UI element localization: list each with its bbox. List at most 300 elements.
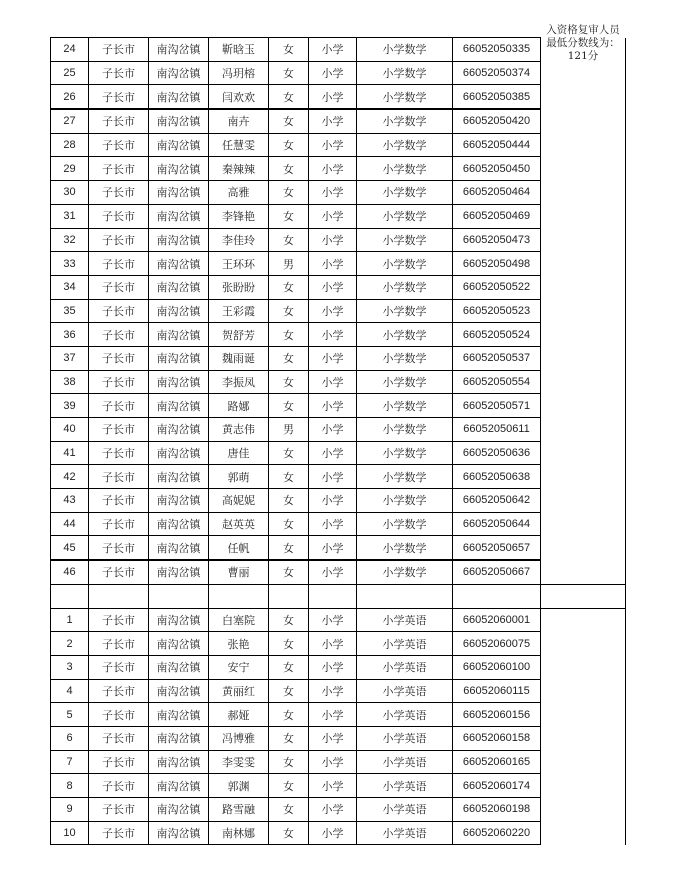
level-cell: 小学 xyxy=(309,418,357,442)
gender-cell: 女 xyxy=(269,275,309,299)
note-cell xyxy=(541,23,626,585)
level-cell: 小学 xyxy=(309,774,357,798)
subject-cell: 小学数学 xyxy=(357,370,453,394)
table-row xyxy=(51,798,626,822)
exam-id-cell: 66052050450 xyxy=(453,157,541,181)
name-cell: 路雪融 xyxy=(209,798,269,822)
town-cell: 南沟岔镇 xyxy=(149,157,209,181)
subject-cell: 小学数学 xyxy=(357,228,453,252)
gender-cell: 女 xyxy=(269,204,309,228)
note-line-3: 121分 xyxy=(567,49,599,62)
exam-id-cell: 66052050469 xyxy=(453,204,541,228)
gender-cell: 女 xyxy=(269,181,309,205)
row-number-cell: 7 xyxy=(51,750,89,774)
exam-id-cell: 66052060156 xyxy=(453,703,541,727)
city-cell: 子长市 xyxy=(89,370,149,394)
row-number-cell: 38 xyxy=(51,370,89,394)
table-row xyxy=(51,394,626,418)
table-row xyxy=(51,323,626,347)
table-row xyxy=(51,655,626,679)
exam-id-cell: 66052050523 xyxy=(453,299,541,323)
gender-cell: 女 xyxy=(269,133,309,157)
level-cell: 小学 xyxy=(309,394,357,418)
town-cell: 南沟岔镇 xyxy=(149,798,209,822)
subject-cell: 小学数学 xyxy=(357,275,453,299)
level-cell: 小学 xyxy=(309,275,357,299)
name-cell: 王环环 xyxy=(209,252,269,276)
town-cell: 南沟岔镇 xyxy=(149,323,209,347)
subject-cell: 小学数学 xyxy=(357,38,453,62)
note-line-2: 最低分数线为： xyxy=(546,36,620,49)
level-cell: 小学 xyxy=(309,560,357,584)
results-table xyxy=(50,23,626,845)
blank-row xyxy=(51,584,626,608)
level-cell: 小学 xyxy=(309,703,357,727)
exam-id-cell: 66052050657 xyxy=(453,536,541,560)
city-cell: 子长市 xyxy=(89,181,149,205)
city-cell: 子长市 xyxy=(89,655,149,679)
subject-cell: 小学英语 xyxy=(357,798,453,822)
name-cell: 张艳 xyxy=(209,632,269,656)
town-cell: 南沟岔镇 xyxy=(149,655,209,679)
town-cell: 南沟岔镇 xyxy=(149,703,209,727)
exam-id-cell: 66052060220 xyxy=(453,821,541,845)
name-cell: 郝娅 xyxy=(209,703,269,727)
subject-cell: 小学数学 xyxy=(357,85,453,109)
name-cell: 魏雨诞 xyxy=(209,346,269,370)
row-number-cell: 6 xyxy=(51,726,89,750)
table-row xyxy=(51,38,626,62)
level-cell: 小学 xyxy=(309,85,357,109)
name-cell: 黄丽红 xyxy=(209,679,269,703)
gender-cell: 女 xyxy=(269,821,309,845)
level-cell: 小学 xyxy=(309,181,357,205)
subject-cell: 小学数学 xyxy=(357,157,453,181)
city-cell: 子长市 xyxy=(89,346,149,370)
name-cell: 李锋艳 xyxy=(209,204,269,228)
town-cell: 南沟岔镇 xyxy=(149,228,209,252)
row-number-cell: 42 xyxy=(51,465,89,489)
level-cell: 小学 xyxy=(309,489,357,513)
table-row xyxy=(51,632,626,656)
gender-cell: 女 xyxy=(269,61,309,85)
row-number-cell: 46 xyxy=(51,560,89,584)
town-cell: 南沟岔镇 xyxy=(149,489,209,513)
town-cell: 南沟岔镇 xyxy=(149,465,209,489)
level-cell: 小学 xyxy=(309,370,357,394)
level-cell: 小学 xyxy=(309,441,357,465)
level-cell: 小学 xyxy=(309,750,357,774)
row-number-cell: 4 xyxy=(51,679,89,703)
city-cell: 子长市 xyxy=(89,798,149,822)
subject-cell: 小学英语 xyxy=(357,632,453,656)
level-cell: 小学 xyxy=(309,299,357,323)
table-row xyxy=(51,252,626,276)
gender-cell: 女 xyxy=(269,632,309,656)
exam-id-cell: 66052060165 xyxy=(453,750,541,774)
table-row xyxy=(51,536,626,560)
name-cell: 路娜 xyxy=(209,394,269,418)
row-number-cell: 33 xyxy=(51,252,89,276)
town-cell: 南沟岔镇 xyxy=(149,370,209,394)
level-cell: 小学 xyxy=(309,38,357,62)
subject-cell: 小学英语 xyxy=(357,703,453,727)
table-row xyxy=(51,181,626,205)
name-cell: 郭渊 xyxy=(209,774,269,798)
row-number-cell: 29 xyxy=(51,157,89,181)
gender-cell: 女 xyxy=(269,85,309,109)
gender-cell: 女 xyxy=(269,679,309,703)
subject-cell: 小学数学 xyxy=(357,489,453,513)
name-cell: 安宁 xyxy=(209,655,269,679)
name-cell: 冯博雅 xyxy=(209,726,269,750)
row-number-cell: 10 xyxy=(51,821,89,845)
city-cell: 子长市 xyxy=(89,821,149,845)
note-line-1: 入资格复审人员 xyxy=(546,23,620,36)
name-cell: 贺舒芳 xyxy=(209,323,269,347)
exam-id-cell: 66052060115 xyxy=(453,679,541,703)
gender-cell: 女 xyxy=(269,512,309,536)
row-number-cell: 39 xyxy=(51,394,89,418)
level-cell: 小学 xyxy=(309,798,357,822)
subject-cell: 小学数学 xyxy=(357,441,453,465)
table-row xyxy=(51,750,626,774)
table-row xyxy=(51,608,626,632)
empty-cell xyxy=(541,584,626,608)
city-cell: 子长市 xyxy=(89,299,149,323)
name-cell: 闫欢欢 xyxy=(209,85,269,109)
row-number-cell: 5 xyxy=(51,703,89,727)
name-cell: 张盼盼 xyxy=(209,275,269,299)
exam-id-cell: 66052060100 xyxy=(453,655,541,679)
name-cell: 靳晗玉 xyxy=(209,38,269,62)
empty-cell xyxy=(309,584,357,608)
table-row xyxy=(51,774,626,798)
gender-cell: 男 xyxy=(269,418,309,442)
city-cell: 子长市 xyxy=(89,85,149,109)
gender-cell: 女 xyxy=(269,38,309,62)
level-cell: 小学 xyxy=(309,109,357,133)
subject-cell: 小学英语 xyxy=(357,679,453,703)
table-row xyxy=(51,560,626,584)
gender-cell: 女 xyxy=(269,228,309,252)
exam-id-cell: 66052050537 xyxy=(453,346,541,370)
town-cell: 南沟岔镇 xyxy=(149,418,209,442)
city-cell: 子长市 xyxy=(89,394,149,418)
exam-id-cell: 66052050638 xyxy=(453,465,541,489)
subject-cell: 小学英语 xyxy=(357,608,453,632)
gender-cell: 女 xyxy=(269,536,309,560)
row-number-cell: 40 xyxy=(51,418,89,442)
row-number-cell: 45 xyxy=(51,536,89,560)
city-cell: 子长市 xyxy=(89,679,149,703)
town-cell: 南沟岔镇 xyxy=(149,133,209,157)
name-cell: 南卉 xyxy=(209,109,269,133)
level-cell: 小学 xyxy=(309,821,357,845)
exam-id-cell: 66052050611 xyxy=(453,418,541,442)
level-cell: 小学 xyxy=(309,608,357,632)
subject-cell: 小学数学 xyxy=(357,536,453,560)
city-cell: 子长市 xyxy=(89,418,149,442)
town-cell: 南沟岔镇 xyxy=(149,512,209,536)
row-number-cell: 27 xyxy=(51,109,89,133)
table-row xyxy=(51,370,626,394)
row-number-cell: 43 xyxy=(51,489,89,513)
exam-id-cell: 66052050571 xyxy=(453,394,541,418)
level-cell: 小学 xyxy=(309,465,357,489)
name-cell: 唐佳 xyxy=(209,441,269,465)
town-cell: 南沟岔镇 xyxy=(149,679,209,703)
gender-cell: 女 xyxy=(269,608,309,632)
exam-id-cell: 66052050524 xyxy=(453,323,541,347)
level-cell: 小学 xyxy=(309,679,357,703)
gender-cell: 女 xyxy=(269,299,309,323)
gender-cell: 女 xyxy=(269,726,309,750)
table-row xyxy=(51,512,626,536)
name-cell: 李雯雯 xyxy=(209,750,269,774)
empty-cell xyxy=(357,584,453,608)
city-cell: 子长市 xyxy=(89,512,149,536)
table-row xyxy=(51,157,626,181)
name-cell: 赵英英 xyxy=(209,512,269,536)
table-row xyxy=(51,61,626,85)
name-cell: 高雅 xyxy=(209,181,269,205)
city-cell: 子长市 xyxy=(89,441,149,465)
table-row xyxy=(51,109,626,133)
city-cell: 子长市 xyxy=(89,465,149,489)
table-row xyxy=(51,489,626,513)
name-cell: 李振凤 xyxy=(209,370,269,394)
name-cell: 秦辣辣 xyxy=(209,157,269,181)
name-cell: 冯玥榕 xyxy=(209,61,269,85)
city-cell: 子长市 xyxy=(89,750,149,774)
town-cell: 南沟岔镇 xyxy=(149,441,209,465)
city-cell: 子长市 xyxy=(89,228,149,252)
town-cell: 南沟岔镇 xyxy=(149,774,209,798)
subject-cell: 小学数学 xyxy=(357,394,453,418)
city-cell: 子长市 xyxy=(89,489,149,513)
exam-id-cell: 66052050374 xyxy=(453,61,541,85)
table-row xyxy=(51,441,626,465)
level-cell: 小学 xyxy=(309,133,357,157)
gender-cell: 女 xyxy=(269,774,309,798)
exam-id-cell: 66052060174 xyxy=(453,774,541,798)
town-cell: 南沟岔镇 xyxy=(149,181,209,205)
exam-id-cell: 66052050667 xyxy=(453,560,541,584)
town-cell: 南沟岔镇 xyxy=(149,536,209,560)
town-cell: 南沟岔镇 xyxy=(149,109,209,133)
town-cell: 南沟岔镇 xyxy=(149,61,209,85)
subject-cell: 小学英语 xyxy=(357,821,453,845)
gender-cell: 女 xyxy=(269,370,309,394)
empty-cell xyxy=(209,584,269,608)
table-row xyxy=(51,418,626,442)
row-number-cell: 9 xyxy=(51,798,89,822)
town-cell: 南沟岔镇 xyxy=(149,38,209,62)
row-number-cell: 44 xyxy=(51,512,89,536)
subject-cell: 小学数学 xyxy=(357,299,453,323)
table-row xyxy=(51,275,626,299)
level-cell: 小学 xyxy=(309,228,357,252)
town-cell: 南沟岔镇 xyxy=(149,821,209,845)
town-cell: 南沟岔镇 xyxy=(149,394,209,418)
subject-cell: 小学英语 xyxy=(357,655,453,679)
city-cell: 子长市 xyxy=(89,38,149,62)
gender-cell: 女 xyxy=(269,157,309,181)
city-cell: 子长市 xyxy=(89,252,149,276)
town-cell: 南沟岔镇 xyxy=(149,726,209,750)
city-cell: 子长市 xyxy=(89,204,149,228)
city-cell: 子长市 xyxy=(89,133,149,157)
level-cell: 小学 xyxy=(309,726,357,750)
level-cell: 小学 xyxy=(309,323,357,347)
name-cell: 王彩霞 xyxy=(209,299,269,323)
row-number-cell: 1 xyxy=(51,608,89,632)
city-cell: 子长市 xyxy=(89,726,149,750)
table-row xyxy=(51,346,626,370)
row-number-cell: 3 xyxy=(51,655,89,679)
gender-cell: 女 xyxy=(269,109,309,133)
city-cell: 子长市 xyxy=(89,608,149,632)
table-row xyxy=(51,821,626,845)
name-cell: 南林娜 xyxy=(209,821,269,845)
name-cell: 高妮妮 xyxy=(209,489,269,513)
name-cell: 郭萌 xyxy=(209,465,269,489)
subject-cell: 小学英语 xyxy=(357,750,453,774)
city-cell: 子长市 xyxy=(89,632,149,656)
subject-cell: 小学数学 xyxy=(357,323,453,347)
exam-id-cell: 66052050642 xyxy=(453,489,541,513)
exam-id-cell: 66052050464 xyxy=(453,181,541,205)
row-number-cell: 26 xyxy=(51,85,89,109)
exam-id-cell: 66052050385 xyxy=(453,85,541,109)
row-number-cell: 37 xyxy=(51,346,89,370)
town-cell: 南沟岔镇 xyxy=(149,750,209,774)
row-number-cell: 8 xyxy=(51,774,89,798)
town-cell: 南沟岔镇 xyxy=(149,275,209,299)
town-cell: 南沟岔镇 xyxy=(149,560,209,584)
gender-cell: 女 xyxy=(269,703,309,727)
exam-id-cell: 66052050420 xyxy=(453,109,541,133)
city-cell: 子长市 xyxy=(89,109,149,133)
level-cell: 小学 xyxy=(309,61,357,85)
exam-id-cell: 66052050554 xyxy=(453,370,541,394)
subject-cell: 小学数学 xyxy=(357,512,453,536)
city-cell: 子长市 xyxy=(89,323,149,347)
gender-cell: 女 xyxy=(269,750,309,774)
gender-cell: 女 xyxy=(269,323,309,347)
row-number-cell: 32 xyxy=(51,228,89,252)
table-row xyxy=(51,726,626,750)
city-cell: 子长市 xyxy=(89,275,149,299)
empty-cell xyxy=(89,584,149,608)
table-row xyxy=(51,228,626,252)
exam-id-cell: 66052060075 xyxy=(453,632,541,656)
name-cell: 曹丽 xyxy=(209,560,269,584)
name-cell: 黄志伟 xyxy=(209,418,269,442)
level-cell: 小学 xyxy=(309,655,357,679)
level-cell: 小学 xyxy=(309,204,357,228)
exam-id-cell: 66052050473 xyxy=(453,228,541,252)
row-number-cell: 2 xyxy=(51,632,89,656)
subject-cell: 小学数学 xyxy=(357,560,453,584)
name-cell: 李佳玲 xyxy=(209,228,269,252)
exam-id-cell: 66052050444 xyxy=(453,133,541,157)
row-number-cell: 36 xyxy=(51,323,89,347)
level-cell: 小学 xyxy=(309,536,357,560)
subject-cell: 小学数学 xyxy=(357,204,453,228)
exam-id-cell: 66052050498 xyxy=(453,252,541,276)
subject-cell: 小学数学 xyxy=(357,133,453,157)
gender-cell: 女 xyxy=(269,655,309,679)
row-number-cell: 35 xyxy=(51,299,89,323)
empty-cell xyxy=(149,584,209,608)
level-cell: 小学 xyxy=(309,632,357,656)
table-row xyxy=(51,465,626,489)
town-cell: 南沟岔镇 xyxy=(149,252,209,276)
name-cell: 白塞院 xyxy=(209,608,269,632)
exam-id-cell: 66052050636 xyxy=(453,441,541,465)
row-number-cell: 41 xyxy=(51,441,89,465)
exam-id-cell: 66052060198 xyxy=(453,798,541,822)
empty-cell xyxy=(269,584,309,608)
subject-cell: 小学数学 xyxy=(357,346,453,370)
exam-id-cell: 66052050644 xyxy=(453,512,541,536)
subject-cell: 小学数学 xyxy=(357,109,453,133)
note-cell-empty xyxy=(541,608,626,845)
gender-cell: 女 xyxy=(269,560,309,584)
empty-cell xyxy=(453,584,541,608)
gender-cell: 女 xyxy=(269,394,309,418)
row-number-cell: 24 xyxy=(51,38,89,62)
gender-cell: 女 xyxy=(269,441,309,465)
gender-cell: 女 xyxy=(269,489,309,513)
city-cell: 子长市 xyxy=(89,61,149,85)
table-row xyxy=(51,679,626,703)
level-cell: 小学 xyxy=(309,512,357,536)
town-cell: 南沟岔镇 xyxy=(149,299,209,323)
empty-cell xyxy=(51,584,89,608)
gender-cell: 女 xyxy=(269,465,309,489)
table-row xyxy=(51,204,626,228)
name-cell: 任帆 xyxy=(209,536,269,560)
city-cell: 子长市 xyxy=(89,774,149,798)
subject-cell: 小学数学 xyxy=(357,252,453,276)
table-row xyxy=(51,299,626,323)
town-cell: 南沟岔镇 xyxy=(149,85,209,109)
town-cell: 南沟岔镇 xyxy=(149,346,209,370)
subject-cell: 小学数学 xyxy=(357,465,453,489)
row-number-cell: 34 xyxy=(51,275,89,299)
table-row xyxy=(51,703,626,727)
city-cell: 子长市 xyxy=(89,703,149,727)
table-row xyxy=(51,133,626,157)
town-cell: 南沟岔镇 xyxy=(149,204,209,228)
row-number-cell: 28 xyxy=(51,133,89,157)
row-number-cell: 25 xyxy=(51,61,89,85)
subject-cell: 小学数学 xyxy=(357,418,453,442)
subject-cell: 小学数学 xyxy=(357,181,453,205)
city-cell: 子长市 xyxy=(89,536,149,560)
gender-cell: 男 xyxy=(269,252,309,276)
city-cell: 子长市 xyxy=(89,157,149,181)
level-cell: 小学 xyxy=(309,346,357,370)
gender-cell: 女 xyxy=(269,346,309,370)
city-cell: 子长市 xyxy=(89,560,149,584)
level-cell: 小学 xyxy=(309,157,357,181)
table-row xyxy=(51,85,626,109)
town-cell: 南沟岔镇 xyxy=(149,608,209,632)
